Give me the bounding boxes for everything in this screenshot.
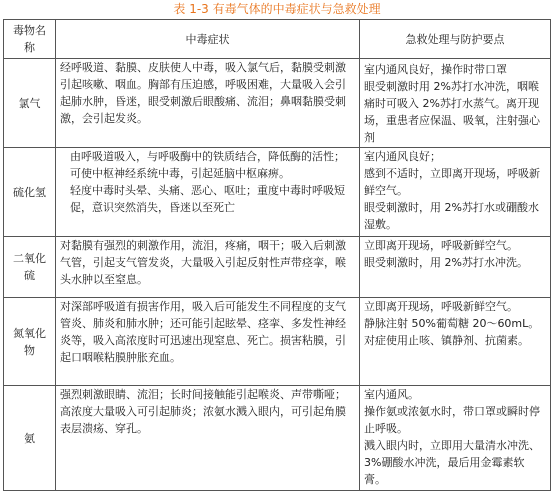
symptom-text: 对黏膜有强烈的刺激作用，流泪，疼痛，咽干；吸入后刺激气管，引起支气管发炎，大量吸入引起反射性声带痉挛，喉头水肿以至窒息。: [60, 239, 346, 286]
row-name: 硫化氢: [4, 148, 56, 237]
row-symptoms: [56, 237, 360, 298]
row-symptoms: [56, 386, 360, 491]
row-name: 氨: [4, 386, 56, 491]
row-symptoms: [56, 59, 360, 148]
row-symptoms: [56, 298, 360, 386]
row-aid: [360, 59, 551, 148]
aid-text: 操作氨或浓氨水时，带口罩或瞬时停止呼吸。: [364, 405, 540, 435]
aid-text: 立即离开现场，呼吸新鲜空气。: [364, 300, 518, 313]
toxic-gas-table: [3, 19, 551, 491]
aid-text: 室内通风良好；: [364, 150, 441, 163]
aid-text: 静脉注射 50%葡萄糖 20～60mL。对症使用止咳、镇静剂、抗菌素。: [364, 317, 540, 347]
row-name: 氮氧化物: [4, 298, 56, 386]
table-row: [4, 237, 551, 298]
aid-text: 溅入眼内时，立即用大量清水冲洗、3%硼酸水冲洗，最后用金霉素软膏。: [364, 439, 540, 486]
symptom-text: 对深部呼吸道有损害作用，吸入后可能发生不同程度的支气管炎、肺炎和肺水肿；还可能引起眩晕、痉挛、多发性神经炎等，吸入高浓度时可迅速出现窒息、死亡。损害粘膜，引起口咽喉粘膜肿胀充血。: [60, 300, 346, 364]
aid-text: 眼受刺激时，用 2%苏打水冲洗。: [364, 256, 528, 269]
row-name: 氯气: [4, 59, 56, 148]
table-row: [4, 148, 551, 237]
header-name: 毒物名称: [4, 20, 56, 59]
row-name: 二氧化硫: [4, 237, 56, 298]
table-row: [4, 386, 551, 491]
row-symptoms: [56, 148, 360, 237]
row-aid: [360, 237, 551, 298]
header-aid: 急救处理与防护要点: [360, 20, 551, 59]
table-header-row: [4, 20, 551, 59]
aid-text: 室内通风良好，操作时带口罩: [364, 63, 507, 76]
symptom-text: 由呼吸道吸入，与呼吸酶中的铁质结合，降低酶的活性；可使中枢神经系统中毒，引起延脑中枢麻痹。: [70, 150, 345, 180]
symptom-text: 强烈刺激眼睛、流泪；长时间接触能引起喉炎、声带嘶哑；高浓度大量吸入可引起肺炎；浓氨水溅入眼内，可引起角膜表层溃疡、穿孔。: [60, 388, 346, 435]
aid-text: 感到不适时，立即离开现场，呼吸新鲜空气。: [364, 167, 540, 197]
symptom-text: 轻度中毒时头晕、头痛、恶心、呕吐；重度中毒时呼吸短促，意识突然消失，昏迷以至死亡: [70, 184, 345, 214]
aid-text: 眼受刺激时用 2%苏打水冲洗，咽喉痛时可吸入 2%苏打水蒸气。离开现场，重患者应保温、吸氧，注射强心剂: [364, 80, 540, 144]
aid-text: 立即离开现场，呼吸新鲜空气。: [364, 239, 518, 252]
row-aid: [360, 386, 551, 491]
table-row: [4, 298, 551, 386]
table-caption: 表 1-3 有毒气体的中毒症状与急救处理: [173, 2, 381, 16]
table-row: [4, 59, 551, 148]
symptom-text: 经呼吸道、黏膜、皮肤使人中毒，吸入氯气后，黏膜受刺激引起咳嗽、咽血。胸部有压迫感，呼吸困难，大量吸入会引起肺水肿，昏迷，眼受刺激后眼酸痛、流泪；鼻咽黏膜受刺激，会引起发炎。: [60, 61, 346, 125]
aid-text: 室内通风。: [364, 388, 419, 401]
row-aid: [360, 148, 551, 237]
row-aid: [360, 298, 551, 386]
header-symptoms: 中毒症状: [56, 20, 360, 59]
aid-text: 眼受刺激时，用 2%苏打水或硼酸水湿敷。: [364, 201, 539, 231]
